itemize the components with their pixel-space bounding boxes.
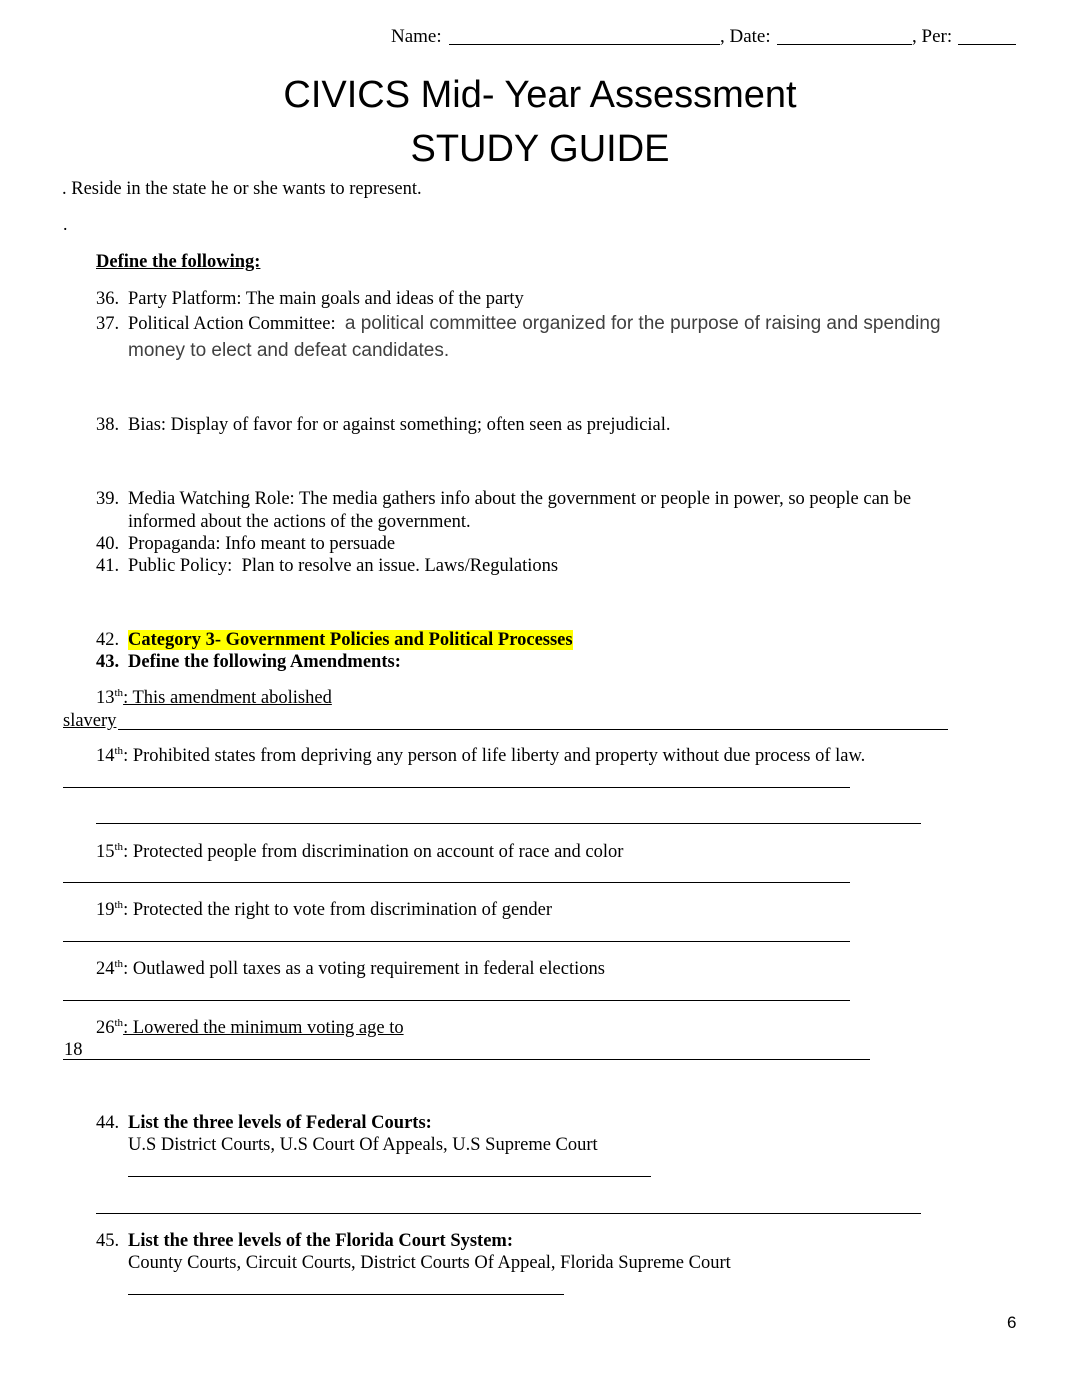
answer-line xyxy=(118,729,948,730)
definition-36 xyxy=(96,289,524,310)
answer-line xyxy=(63,787,850,788)
definition-text: a political committee organized for the purpose of raising and spending xyxy=(344,313,941,334)
amendment-text: : Prohibited states from depriving any person of life liberty and property without due process of law. xyxy=(123,746,866,766)
reside-text: . Reside in the state he or she wants to represent. xyxy=(62,179,422,199)
page-subtitle: STUDY GUIDE xyxy=(410,128,670,170)
amendment-13: 13th: This amendment abolished xyxy=(96,686,332,708)
item-number: 40. xyxy=(96,534,120,554)
answer-44: U.S District Courts, U.S Court Of Appeals, U.S Supreme Court xyxy=(128,1135,598,1155)
page-title: CIVICS Mid- Year Assessment xyxy=(283,74,797,116)
definition-39-cont: informed about the actions of the government. xyxy=(128,512,471,532)
amendment-13-cont: slavery xyxy=(63,711,117,731)
amendment-15: 15th: Protected people from discrimination on account of race and color xyxy=(96,840,624,862)
definition-37-cont: money to elect and defeat candidates. xyxy=(128,340,450,361)
name-label: Name: xyxy=(391,26,442,47)
item-number: 39. xyxy=(96,489,120,509)
definition-40 xyxy=(96,534,395,555)
definition-37 xyxy=(96,313,941,335)
category-title: Category 3- Government Policies and Political Processes xyxy=(128,630,573,650)
definition-38 xyxy=(96,415,671,436)
date-label: , Date: xyxy=(720,26,771,47)
answer-45: County Courts, Circuit Courts, District Courts Of Appeal, Florida Supreme Court xyxy=(128,1253,731,1273)
definition-text: The main goals and ideas of the party xyxy=(245,289,524,309)
answer-line xyxy=(96,823,921,824)
item-number: 43. xyxy=(96,652,120,672)
answer-line xyxy=(63,882,850,883)
category-heading xyxy=(96,630,573,651)
term: Political Action Committee: xyxy=(128,314,336,334)
definition-text: Display of favor for or against something; often seen as prejudicial. xyxy=(170,415,671,435)
item-number: 36. xyxy=(96,289,120,309)
amendment-24: 24th: Outlawed poll taxes as a voting requirement in federal elections xyxy=(96,957,605,979)
per-blank[interactable] xyxy=(958,44,1016,45)
stray-dot: . xyxy=(63,214,68,234)
answer-line xyxy=(63,941,850,942)
definition-text: Plan to resolve an issue. Laws/Regulations xyxy=(241,556,559,576)
per-label: , Per: xyxy=(912,26,953,47)
question-text: List the three levels of the Florida Court System: xyxy=(128,1231,514,1251)
amendment-26-cont: 18 xyxy=(64,1040,83,1060)
answer-line xyxy=(63,1000,850,1001)
item-number: 38. xyxy=(96,415,120,435)
question-text: List the three levels of Federal Courts: xyxy=(128,1113,432,1133)
answer-line xyxy=(96,1213,921,1214)
item-number: 45. xyxy=(96,1231,120,1251)
amendment-14: 14th: Prohibited states from depriving any person of life liberty and property without due process of law. xyxy=(96,744,866,766)
term: Media Watching Role: xyxy=(128,489,295,509)
amendment-26: 26th: Lowered the minimum voting age to xyxy=(96,1016,404,1038)
define-heading: Define the following: xyxy=(96,252,261,272)
amendments-heading-text: Define the following Amendments: xyxy=(128,652,401,672)
amendment-text: : Lowered the minimum voting age to xyxy=(123,1018,404,1038)
amendment-text: : Outlawed poll taxes as a voting requirement in federal elections xyxy=(123,959,605,979)
answer-line xyxy=(63,1059,870,1060)
term: Party Platform: xyxy=(128,289,242,309)
amendments-heading xyxy=(96,652,401,673)
question-45 xyxy=(96,1231,513,1252)
date-blank[interactable] xyxy=(777,44,912,45)
definition-41 xyxy=(96,556,558,577)
item-number: 42. xyxy=(96,630,120,650)
amendment-text: : Protected the right to vote from discrimination of gender xyxy=(123,900,553,920)
term: Propaganda: xyxy=(128,534,221,554)
page-number: 6 xyxy=(1007,1313,1017,1332)
definition-text: Info meant to persuade xyxy=(225,534,396,554)
question-44 xyxy=(96,1113,432,1134)
amendment-text: : This amendment abolished xyxy=(123,688,332,708)
item-number: 44. xyxy=(96,1113,120,1133)
definition-39 xyxy=(96,489,911,510)
amendment-text: : Protected people from discrimination on account of race and color xyxy=(123,842,624,862)
item-number: 37. xyxy=(96,314,120,334)
amendment-19: 19th: Protected the right to vote from discrimination of gender xyxy=(96,898,553,920)
definition-text: The media gathers info about the government or people in power, so people can be xyxy=(299,489,912,509)
term: Public Policy: xyxy=(128,556,233,576)
answer-line xyxy=(128,1176,651,1177)
term: Bias: xyxy=(128,415,167,435)
item-number: 41. xyxy=(96,556,120,576)
name-blank[interactable] xyxy=(449,44,720,45)
answer-line xyxy=(128,1294,564,1295)
